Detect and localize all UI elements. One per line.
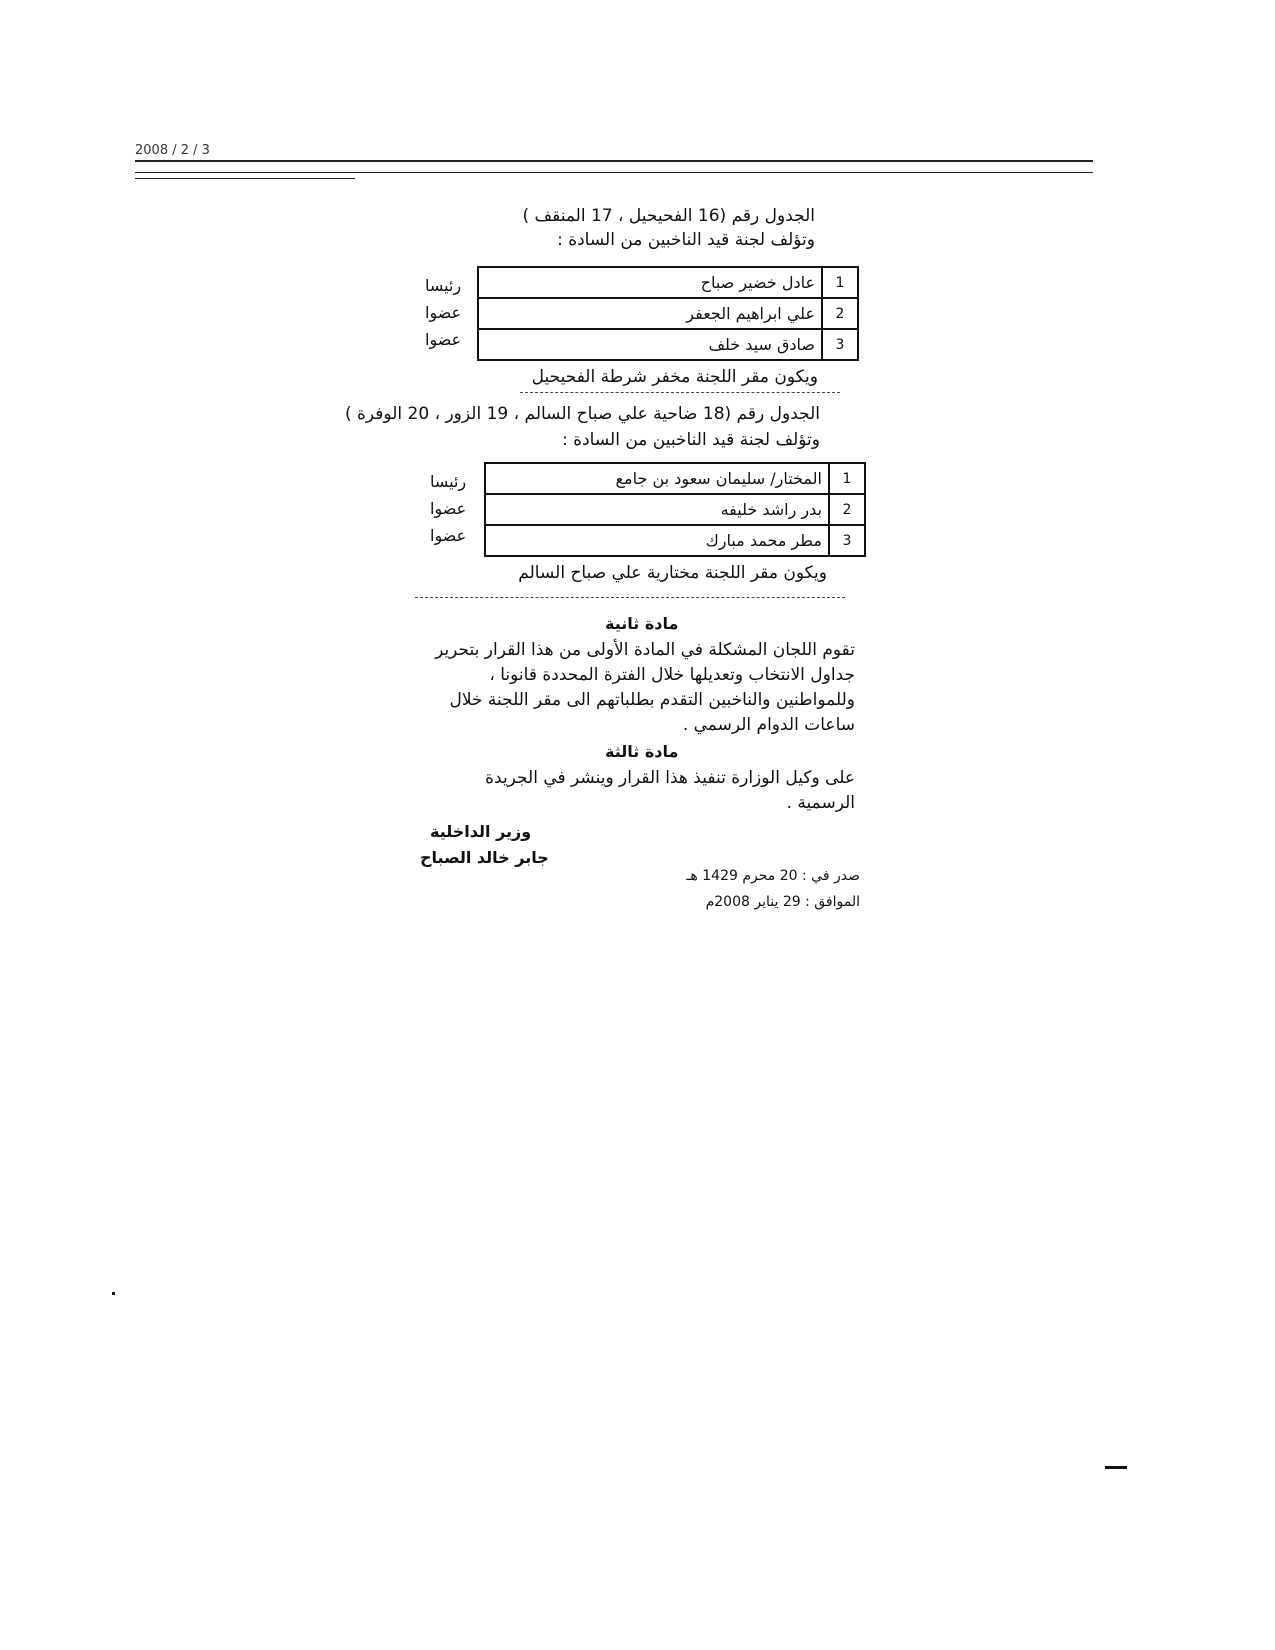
paragraph-line: جداول الانتخاب وتعديلها خلال الفترة المحددة قانونا ، [489,665,855,685]
article2-body [415,638,855,738]
article3-heading: مادة ثالثة [605,742,679,761]
member-role: رئيسا [430,472,467,491]
header-rule-bottom [135,172,1093,173]
paragraph-line: الرسمية . [786,793,855,813]
paragraph-line: وللمواطنين والناخبين التقدم بطلباتهم الى مقر اللجنة خلال [449,690,855,710]
paragraph-line: على وكيل الوزارة تنفيذ هذا القرار وينشر في الجريدة [485,768,855,788]
scan-dot [112,1292,115,1295]
member-role: عضوا [425,303,462,322]
member-number: 3 [829,525,865,556]
header-rule-short [135,178,355,179]
header-rule-top [135,160,1093,162]
table-row [485,463,865,494]
issued-date: صدر في : 20 محرم 1429 هـ [686,868,860,884]
table18-seat: ويكون مقر اللجنة مختارية علي صباح السالم [518,563,827,583]
table16-intro: وتؤلف لجنة قيد الناخبين من السادة : [557,230,815,250]
member-role: عضوا [430,499,467,518]
member-name: عادل خضير صباح [478,267,822,298]
member-number: 1 [829,463,865,494]
table-row [478,329,858,360]
member-role: رئيسا [425,276,462,295]
corresponding-date: الموافق : 29 يناير 2008م [705,894,860,910]
signature-name: جابر خالد الصباح [420,848,549,867]
member-name: علي ابراهيم الجعفر [478,298,822,329]
member-number: 1 [822,267,858,298]
table16-seat: ويكون مقر اللجنة مخفر شرطة الفحيحيل [531,367,818,387]
table18-members [484,462,866,557]
table16-members [477,266,859,361]
table-row [478,267,858,298]
member-role: عضوا [425,330,462,349]
member-name: المختار/ سليمان سعود بن جامع [485,463,829,494]
table16-title: الجدول رقم (16 الفحيحيل ، 17 المنقف ) [522,206,815,226]
table18-intro: وتؤلف لجنة قيد الناخبين من السادة : [562,430,820,450]
member-role: عضوا [430,526,467,545]
member-name: بدر راشد خليفه [485,494,829,525]
table-row [485,494,865,525]
table-row [478,298,858,329]
paragraph-line: تقوم اللجان المشكلة في المادة الأولى من هذا القرار بتحرير [435,640,855,660]
article2-heading: مادة ثانية [605,614,679,633]
paragraph-line: ساعات الدوام الرسمي . [682,715,855,735]
member-number: 2 [822,298,858,329]
member-number: 2 [829,494,865,525]
member-number: 3 [822,329,858,360]
table18-title: الجدول رقم (18 ضاحية علي صباح السالم ، 19 الزور ، 20 الوفرة ) [344,404,820,424]
signature-title: وزير الداخلية [430,822,532,841]
separator-line [520,392,840,393]
member-name: صادق سيد خلف [478,329,822,360]
article3-body [415,766,855,816]
table-row [485,525,865,556]
scan-dash [1105,1466,1127,1469]
member-name: مطر محمد مبارك [485,525,829,556]
header-date-fragment: 2008 / 2 / 3 [135,143,210,158]
separator-line [415,597,845,598]
